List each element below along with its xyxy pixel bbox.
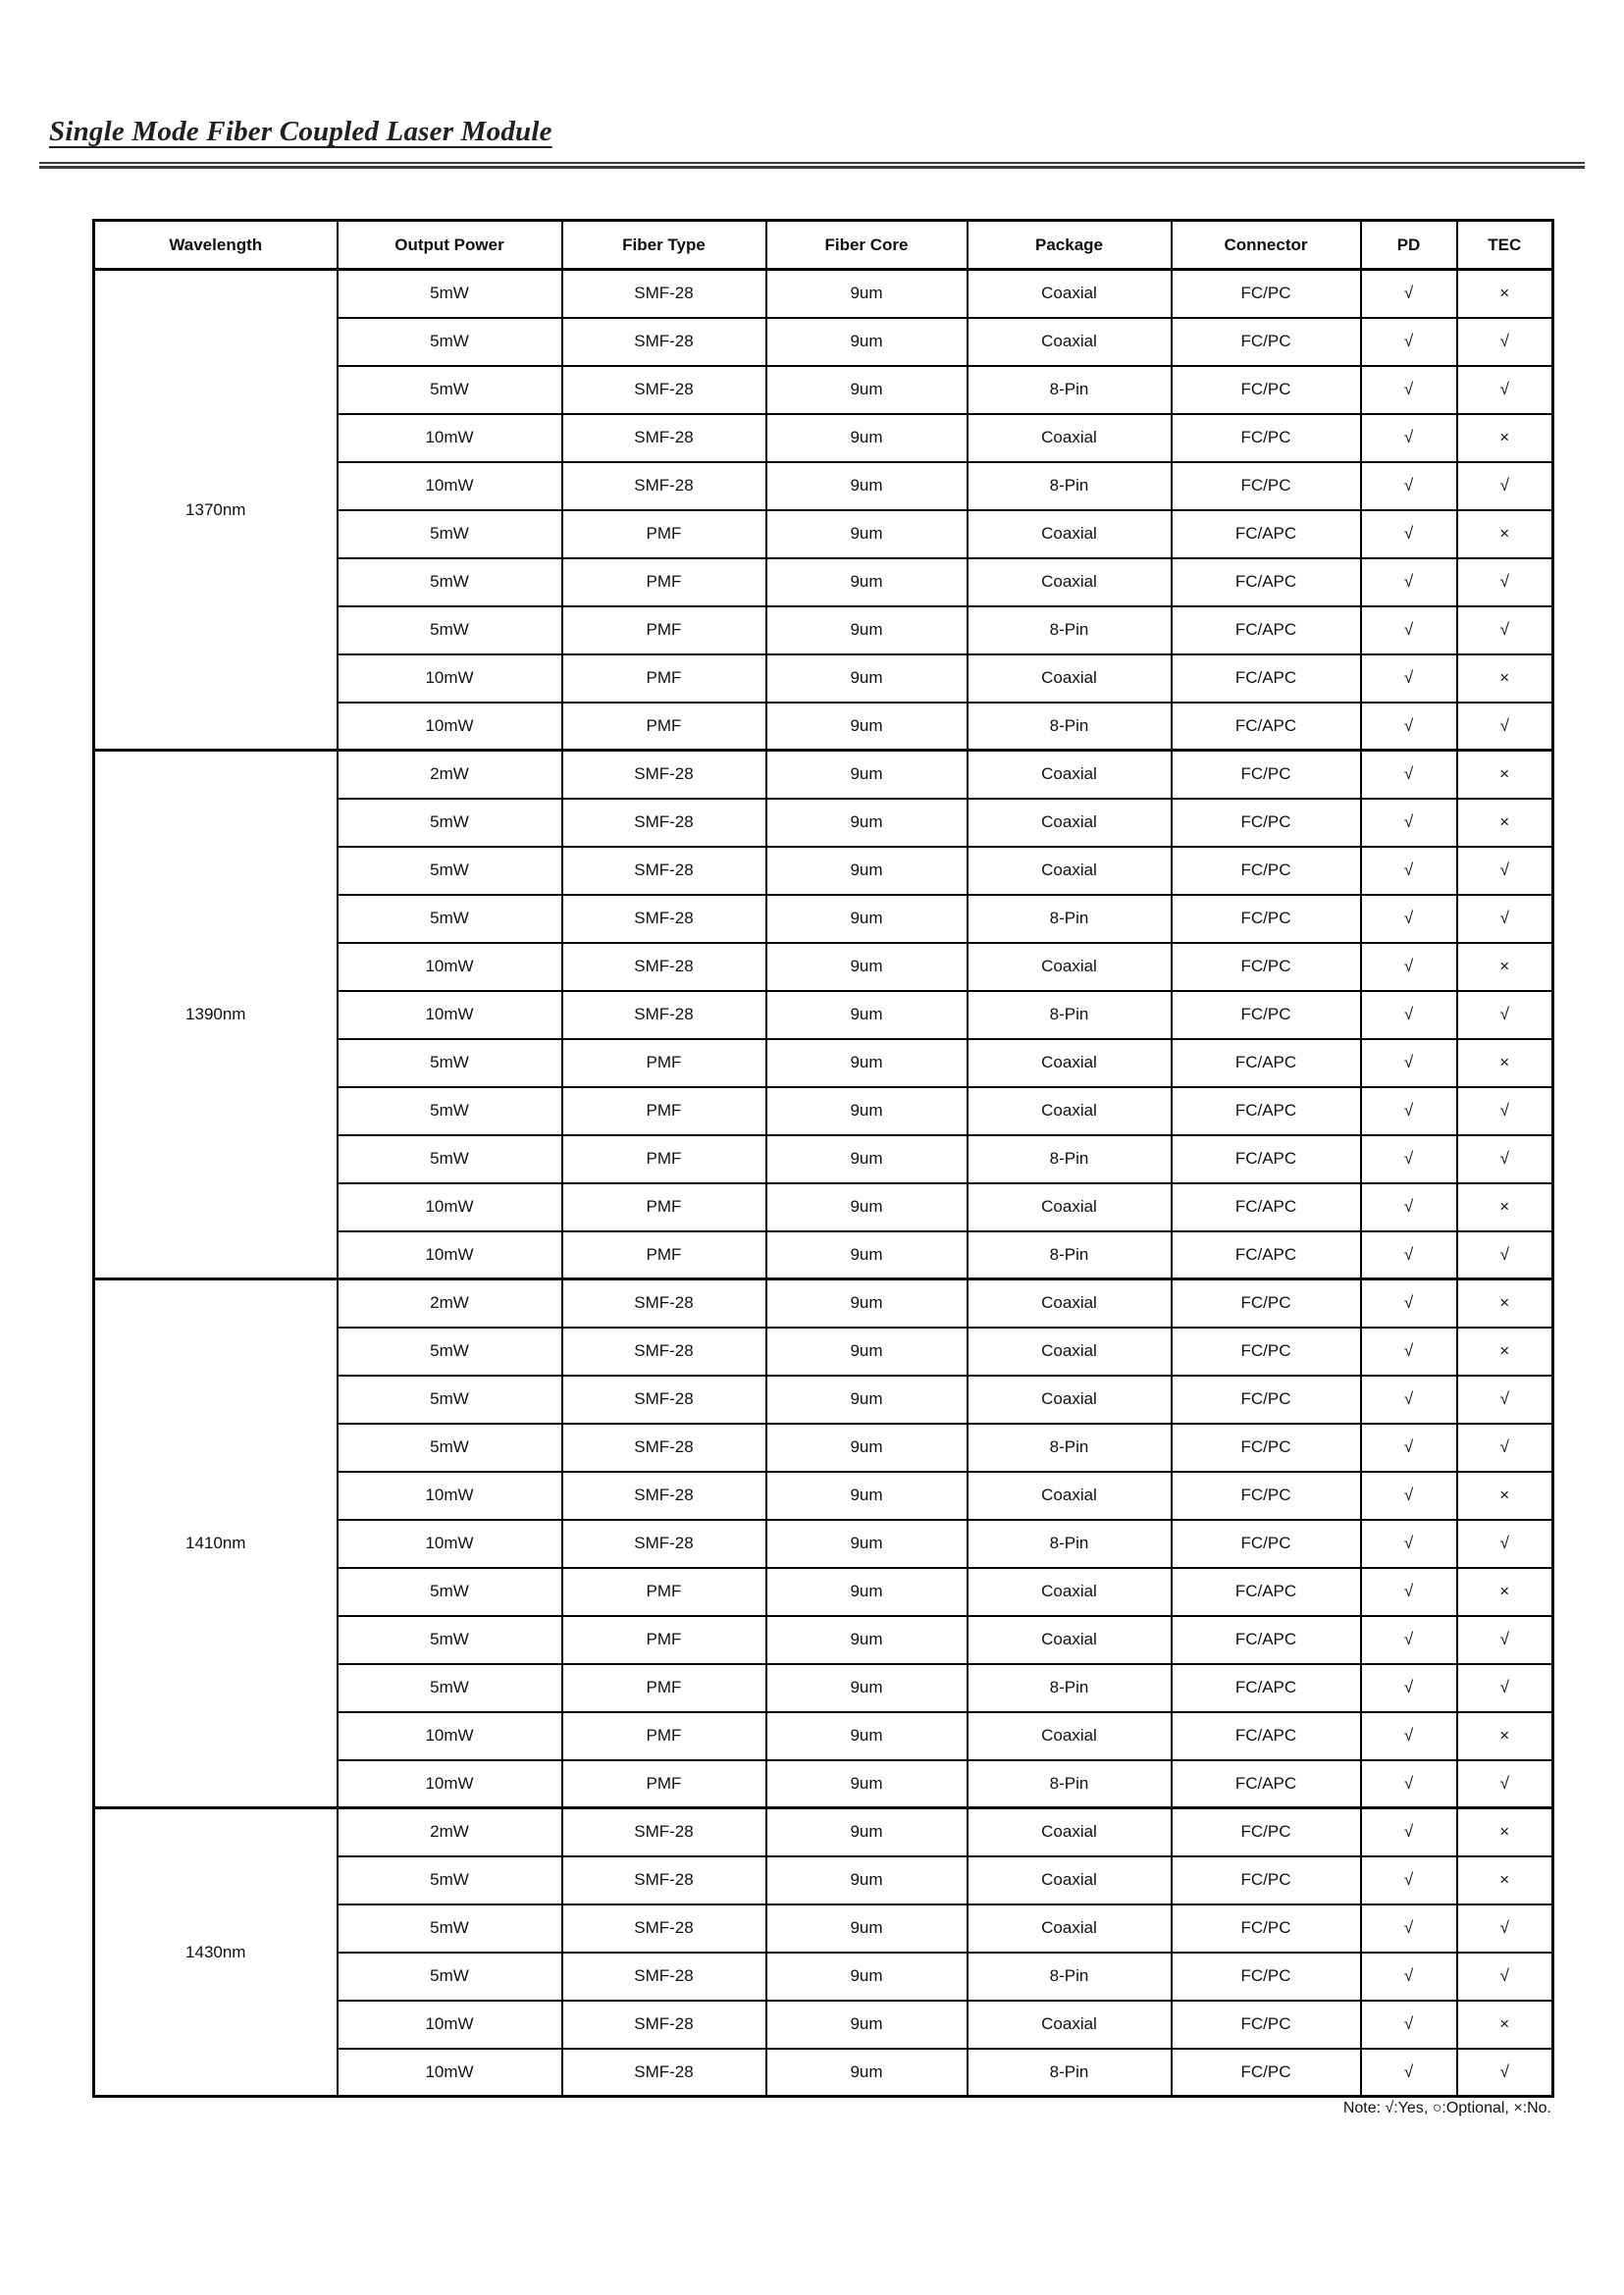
cell-fiber-core: 9um [766, 414, 968, 462]
cell-tec: √ [1457, 2049, 1553, 2097]
cell-connector: FC/PC [1172, 270, 1361, 318]
cell-tec: √ [1457, 1087, 1553, 1135]
cell-fiber-type: SMF-28 [562, 366, 766, 414]
cell-tec: × [1457, 414, 1553, 462]
cell-connector: FC/PC [1172, 1856, 1361, 1904]
cell-tec: × [1457, 1183, 1553, 1231]
cell-output-power: 5mW [338, 1664, 562, 1712]
col-header-package: Package [968, 221, 1172, 270]
cell-package: 8-Pin [968, 895, 1172, 943]
cell-fiber-type: PMF [562, 1183, 766, 1231]
cell-package: Coaxial [968, 943, 1172, 991]
cell-pd: √ [1361, 606, 1457, 654]
cell-package: Coaxial [968, 1712, 1172, 1760]
cell-connector: FC/APC [1172, 1231, 1361, 1279]
cell-fiber-core: 9um [766, 510, 968, 558]
spec-table-head-row [94, 221, 1553, 270]
cell-output-power: 5mW [338, 1039, 562, 1087]
cell-fiber-type: SMF-28 [562, 847, 766, 895]
cell-tec: × [1457, 654, 1553, 703]
cell-output-power: 5mW [338, 270, 562, 318]
cell-pd: √ [1361, 654, 1457, 703]
cell-package: Coaxial [968, 1279, 1172, 1328]
cell-fiber-type: SMF-28 [562, 1904, 766, 1953]
cell-fiber-type: SMF-28 [562, 2049, 766, 2097]
cell-fiber-core: 9um [766, 462, 968, 510]
cell-connector: FC/PC [1172, 847, 1361, 895]
cell-pd: √ [1361, 1760, 1457, 1808]
cell-pd: √ [1361, 847, 1457, 895]
cell-tec: √ [1457, 366, 1553, 414]
cell-package: 8-Pin [968, 1760, 1172, 1808]
cell-connector: FC/PC [1172, 318, 1361, 366]
cell-pd: √ [1361, 1376, 1457, 1424]
cell-fiber-core: 9um [766, 895, 968, 943]
cell-tec: × [1457, 1279, 1553, 1328]
cell-connector: FC/PC [1172, 1472, 1361, 1520]
cell-pd: √ [1361, 1183, 1457, 1231]
cell-fiber-type: SMF-28 [562, 943, 766, 991]
cell-tec: √ [1457, 1953, 1553, 2001]
cell-fiber-type: PMF [562, 1039, 766, 1087]
cell-output-power: 10mW [338, 462, 562, 510]
table-note: Note: √:Yes, ○:Optional, ×:No. [1342, 2100, 1551, 2116]
cell-fiber-core: 9um [766, 703, 968, 751]
cell-pd: √ [1361, 270, 1457, 318]
table-row [94, 1808, 1553, 1856]
cell-fiber-core: 9um [766, 270, 968, 318]
cell-connector: FC/PC [1172, 1904, 1361, 1953]
cell-package: 8-Pin [968, 462, 1172, 510]
cell-output-power: 10mW [338, 414, 562, 462]
cell-tec: √ [1457, 1135, 1553, 1183]
cell-tec: √ [1457, 1424, 1553, 1472]
cell-output-power: 10mW [338, 1520, 562, 1568]
cell-package: 8-Pin [968, 606, 1172, 654]
cell-fiber-type: SMF-28 [562, 1328, 766, 1376]
cell-fiber-core: 9um [766, 1279, 968, 1328]
cell-fiber-core: 9um [766, 2001, 968, 2049]
cell-tec: √ [1457, 1904, 1553, 1953]
cell-output-power: 5mW [338, 1904, 562, 1953]
wavelength-cell: 1370nm [94, 270, 338, 751]
cell-connector: FC/APC [1172, 606, 1361, 654]
cell-output-power: 5mW [338, 606, 562, 654]
cell-output-power: 10mW [338, 943, 562, 991]
cell-pd: √ [1361, 1568, 1457, 1616]
cell-output-power: 10mW [338, 1712, 562, 1760]
cell-package: Coaxial [968, 1376, 1172, 1424]
cell-pd: √ [1361, 1135, 1457, 1183]
cell-fiber-core: 9um [766, 1135, 968, 1183]
cell-tec: √ [1457, 606, 1553, 654]
cell-tec: × [1457, 1712, 1553, 1760]
cell-package: 8-Pin [968, 1953, 1172, 2001]
cell-fiber-type: SMF-28 [562, 991, 766, 1039]
cell-package: Coaxial [968, 318, 1172, 366]
cell-output-power: 5mW [338, 510, 562, 558]
cell-tec: √ [1457, 1376, 1553, 1424]
cell-package: 8-Pin [968, 1135, 1172, 1183]
cell-fiber-type: SMF-28 [562, 414, 766, 462]
cell-fiber-core: 9um [766, 654, 968, 703]
cell-fiber-core: 9um [766, 1183, 968, 1231]
cell-connector: FC/PC [1172, 991, 1361, 1039]
cell-fiber-type: SMF-28 [562, 1520, 766, 1568]
cell-package: Coaxial [968, 1856, 1172, 1904]
spec-table-body [94, 270, 1553, 2097]
cell-pd: √ [1361, 1664, 1457, 1712]
cell-output-power: 2mW [338, 1808, 562, 1856]
cell-tec: √ [1457, 847, 1553, 895]
cell-connector: FC/APC [1172, 1135, 1361, 1183]
cell-tec: × [1457, 1808, 1553, 1856]
cell-package: Coaxial [968, 270, 1172, 318]
col-header-tec: TEC [1457, 221, 1553, 270]
cell-fiber-core: 9um [766, 1568, 968, 1616]
cell-tec: √ [1457, 318, 1553, 366]
cell-fiber-type: SMF-28 [562, 799, 766, 847]
cell-package: Coaxial [968, 1904, 1172, 1953]
cell-fiber-core: 9um [766, 1760, 968, 1808]
cell-output-power: 5mW [338, 1953, 562, 2001]
cell-output-power: 5mW [338, 895, 562, 943]
cell-package: 8-Pin [968, 703, 1172, 751]
cell-fiber-type: SMF-28 [562, 1808, 766, 1856]
cell-pd: √ [1361, 366, 1457, 414]
cell-output-power: 5mW [338, 1424, 562, 1472]
cell-tec: × [1457, 1039, 1553, 1087]
cell-connector: FC/APC [1172, 1712, 1361, 1760]
cell-tec: √ [1457, 1664, 1553, 1712]
cell-output-power: 10mW [338, 2001, 562, 2049]
cell-output-power: 5mW [338, 1376, 562, 1424]
cell-package: Coaxial [968, 1183, 1172, 1231]
spec-table [92, 219, 1554, 2098]
cell-fiber-type: SMF-28 [562, 1424, 766, 1472]
title-block [41, 116, 1583, 151]
cell-connector: FC/APC [1172, 1616, 1361, 1664]
cell-connector: FC/APC [1172, 1664, 1361, 1712]
col-header-pd: PD [1361, 221, 1457, 270]
cell-package: 8-Pin [968, 991, 1172, 1039]
cell-pd: √ [1361, 1039, 1457, 1087]
cell-package: Coaxial [968, 414, 1172, 462]
cell-pd: √ [1361, 991, 1457, 1039]
cell-fiber-type: SMF-28 [562, 1856, 766, 1904]
cell-connector: FC/PC [1172, 1520, 1361, 1568]
cell-output-power: 5mW [338, 1616, 562, 1664]
cell-fiber-type: PMF [562, 654, 766, 703]
cell-connector: FC/PC [1172, 414, 1361, 462]
cell-pd: √ [1361, 2001, 1457, 2049]
cell-output-power: 5mW [338, 1328, 562, 1376]
cell-pd: √ [1361, 1953, 1457, 2001]
cell-pd: √ [1361, 2049, 1457, 2097]
cell-output-power: 5mW [338, 1087, 562, 1135]
cell-pd: √ [1361, 895, 1457, 943]
cell-package: Coaxial [968, 1616, 1172, 1664]
cell-package: Coaxial [968, 1472, 1172, 1520]
cell-tec: √ [1457, 1616, 1553, 1664]
cell-fiber-core: 9um [766, 1712, 968, 1760]
cell-tec: √ [1457, 991, 1553, 1039]
cell-connector: FC/PC [1172, 943, 1361, 991]
cell-connector: FC/PC [1172, 462, 1361, 510]
cell-connector: FC/APC [1172, 1087, 1361, 1135]
cell-package: Coaxial [968, 654, 1172, 703]
cell-connector: FC/PC [1172, 1953, 1361, 2001]
cell-fiber-core: 9um [766, 1953, 968, 2001]
cell-pd: √ [1361, 1087, 1457, 1135]
cell-connector: FC/APC [1172, 703, 1361, 751]
cell-fiber-type: PMF [562, 1664, 766, 1712]
cell-connector: FC/PC [1172, 751, 1361, 799]
cell-pd: √ [1361, 1520, 1457, 1568]
table-row [94, 270, 1553, 318]
cell-pd: √ [1361, 1616, 1457, 1664]
cell-pd: √ [1361, 1712, 1457, 1760]
cell-tec: × [1457, 2001, 1553, 2049]
cell-connector: FC/PC [1172, 895, 1361, 943]
cell-package: Coaxial [968, 2001, 1172, 2049]
cell-fiber-type: PMF [562, 1616, 766, 1664]
cell-connector: FC/PC [1172, 1279, 1361, 1328]
cell-fiber-core: 9um [766, 606, 968, 654]
cell-output-power: 10mW [338, 1760, 562, 1808]
cell-fiber-type: PMF [562, 1135, 766, 1183]
cell-fiber-type: PMF [562, 1712, 766, 1760]
cell-fiber-type: SMF-28 [562, 270, 766, 318]
cell-fiber-type: SMF-28 [562, 895, 766, 943]
cell-pd: √ [1361, 462, 1457, 510]
cell-fiber-core: 9um [766, 1664, 968, 1712]
cell-package: Coaxial [968, 751, 1172, 799]
cell-fiber-type: PMF [562, 606, 766, 654]
cell-connector: FC/PC [1172, 366, 1361, 414]
cell-fiber-core: 9um [766, 558, 968, 606]
cell-package: Coaxial [968, 1087, 1172, 1135]
cell-fiber-core: 9um [766, 1087, 968, 1135]
cell-package: 8-Pin [968, 2049, 1172, 2097]
cell-pd: √ [1361, 943, 1457, 991]
cell-fiber-core: 9um [766, 799, 968, 847]
cell-fiber-core: 9um [766, 1328, 968, 1376]
page-title: Single Mode Fiber Coupled Laser Module [49, 116, 552, 147]
wavelength-cell: 1410nm [94, 1279, 338, 1808]
cell-connector: FC/PC [1172, 2001, 1361, 2049]
cell-pd: √ [1361, 1328, 1457, 1376]
cell-package: 8-Pin [968, 1424, 1172, 1472]
cell-package: 8-Pin [968, 1664, 1172, 1712]
cell-pd: √ [1361, 751, 1457, 799]
cell-fiber-type: SMF-28 [562, 462, 766, 510]
cell-output-power: 5mW [338, 558, 562, 606]
cell-package: Coaxial [968, 847, 1172, 895]
cell-package: Coaxial [968, 1808, 1172, 1856]
cell-fiber-core: 9um [766, 1424, 968, 1472]
cell-fiber-core: 9um [766, 847, 968, 895]
cell-fiber-type: SMF-28 [562, 1472, 766, 1520]
cell-fiber-core: 9um [766, 2049, 968, 2097]
cell-tec: × [1457, 1856, 1553, 1904]
cell-package: 8-Pin [968, 366, 1172, 414]
col-header-wavelength: Wavelength [94, 221, 338, 270]
cell-tec: √ [1457, 558, 1553, 606]
cell-package: Coaxial [968, 558, 1172, 606]
cell-fiber-core: 9um [766, 751, 968, 799]
cell-tec: × [1457, 510, 1553, 558]
cell-pd: √ [1361, 1231, 1457, 1279]
cell-pd: √ [1361, 1856, 1457, 1904]
title-rule [39, 162, 1585, 169]
cell-package: Coaxial [968, 1039, 1172, 1087]
cell-output-power: 10mW [338, 1231, 562, 1279]
cell-fiber-core: 9um [766, 1808, 968, 1856]
cell-fiber-type: SMF-28 [562, 751, 766, 799]
cell-tec: × [1457, 1568, 1553, 1616]
col-header-fiber-core: Fiber Core [766, 221, 968, 270]
cell-output-power: 5mW [338, 366, 562, 414]
cell-pd: √ [1361, 1279, 1457, 1328]
cell-connector: FC/APC [1172, 1760, 1361, 1808]
cell-pd: √ [1361, 414, 1457, 462]
cell-package: Coaxial [968, 1568, 1172, 1616]
cell-fiber-core: 9um [766, 1039, 968, 1087]
cell-output-power: 10mW [338, 703, 562, 751]
cell-connector: FC/PC [1172, 1424, 1361, 1472]
cell-connector: FC/APC [1172, 510, 1361, 558]
cell-tec: × [1457, 1328, 1553, 1376]
cell-output-power: 10mW [338, 1183, 562, 1231]
cell-connector: FC/APC [1172, 654, 1361, 703]
cell-pd: √ [1361, 510, 1457, 558]
cell-fiber-core: 9um [766, 943, 968, 991]
cell-fiber-type: SMF-28 [562, 1953, 766, 2001]
cell-package: Coaxial [968, 1328, 1172, 1376]
cell-fiber-type: PMF [562, 1087, 766, 1135]
cell-connector: FC/PC [1172, 2049, 1361, 2097]
cell-connector: FC/PC [1172, 799, 1361, 847]
cell-fiber-type: SMF-28 [562, 1279, 766, 1328]
cell-output-power: 10mW [338, 1472, 562, 1520]
wavelength-cell: 1430nm [94, 1808, 338, 2097]
cell-tec: √ [1457, 895, 1553, 943]
cell-fiber-core: 9um [766, 1616, 968, 1664]
cell-tec: × [1457, 270, 1553, 318]
cell-fiber-type: PMF [562, 510, 766, 558]
cell-fiber-core: 9um [766, 1520, 968, 1568]
cell-fiber-core: 9um [766, 1231, 968, 1279]
cell-fiber-type: PMF [562, 703, 766, 751]
cell-pd: √ [1361, 1472, 1457, 1520]
cell-package: 8-Pin [968, 1520, 1172, 1568]
cell-connector: FC/PC [1172, 1376, 1361, 1424]
spec-table-wrap [92, 219, 1551, 2098]
cell-pd: √ [1361, 799, 1457, 847]
cell-fiber-core: 9um [766, 1904, 968, 1953]
cell-connector: FC/APC [1172, 1568, 1361, 1616]
cell-package: 8-Pin [968, 1231, 1172, 1279]
cell-output-power: 5mW [338, 799, 562, 847]
table-row [94, 1279, 1553, 1328]
cell-connector: FC/APC [1172, 1039, 1361, 1087]
cell-fiber-core: 9um [766, 366, 968, 414]
cell-connector: FC/APC [1172, 558, 1361, 606]
cell-fiber-type: SMF-28 [562, 318, 766, 366]
cell-tec: × [1457, 1472, 1553, 1520]
cell-output-power: 5mW [338, 1856, 562, 1904]
cell-pd: √ [1361, 703, 1457, 751]
cell-output-power: 2mW [338, 1279, 562, 1328]
table-row [94, 751, 1553, 799]
cell-fiber-core: 9um [766, 318, 968, 366]
cell-fiber-core: 9um [766, 1856, 968, 1904]
cell-output-power: 10mW [338, 991, 562, 1039]
cell-tec: × [1457, 943, 1553, 991]
cell-pd: √ [1361, 1808, 1457, 1856]
cell-pd: √ [1361, 1904, 1457, 1953]
cell-pd: √ [1361, 1424, 1457, 1472]
cell-fiber-type: PMF [562, 1760, 766, 1808]
cell-package: Coaxial [968, 510, 1172, 558]
cell-output-power: 5mW [338, 847, 562, 895]
cell-output-power: 2mW [338, 751, 562, 799]
cell-output-power: 5mW [338, 1135, 562, 1183]
cell-fiber-core: 9um [766, 991, 968, 1039]
cell-package: Coaxial [968, 799, 1172, 847]
cell-connector: FC/PC [1172, 1808, 1361, 1856]
cell-tec: × [1457, 799, 1553, 847]
cell-tec: √ [1457, 703, 1553, 751]
cell-output-power: 5mW [338, 318, 562, 366]
cell-connector: FC/PC [1172, 1328, 1361, 1376]
col-header-output-power: Output Power [338, 221, 562, 270]
cell-fiber-core: 9um [766, 1472, 968, 1520]
cell-output-power: 10mW [338, 2049, 562, 2097]
cell-pd: √ [1361, 558, 1457, 606]
cell-tec: √ [1457, 1760, 1553, 1808]
col-header-fiber-type: Fiber Type [562, 221, 766, 270]
cell-fiber-type: PMF [562, 1231, 766, 1279]
cell-tec: × [1457, 751, 1553, 799]
cell-fiber-type: PMF [562, 1568, 766, 1616]
cell-fiber-type: SMF-28 [562, 2001, 766, 2049]
cell-tec: √ [1457, 1520, 1553, 1568]
cell-pd: √ [1361, 318, 1457, 366]
cell-connector: FC/APC [1172, 1183, 1361, 1231]
cell-fiber-type: SMF-28 [562, 1376, 766, 1424]
cell-fiber-type: PMF [562, 558, 766, 606]
wavelength-cell: 1390nm [94, 751, 338, 1279]
cell-fiber-core: 9um [766, 1376, 968, 1424]
cell-tec: √ [1457, 1231, 1553, 1279]
col-header-connector: Connector [1172, 221, 1361, 270]
cell-tec: √ [1457, 462, 1553, 510]
cell-output-power: 10mW [338, 654, 562, 703]
cell-output-power: 5mW [338, 1568, 562, 1616]
